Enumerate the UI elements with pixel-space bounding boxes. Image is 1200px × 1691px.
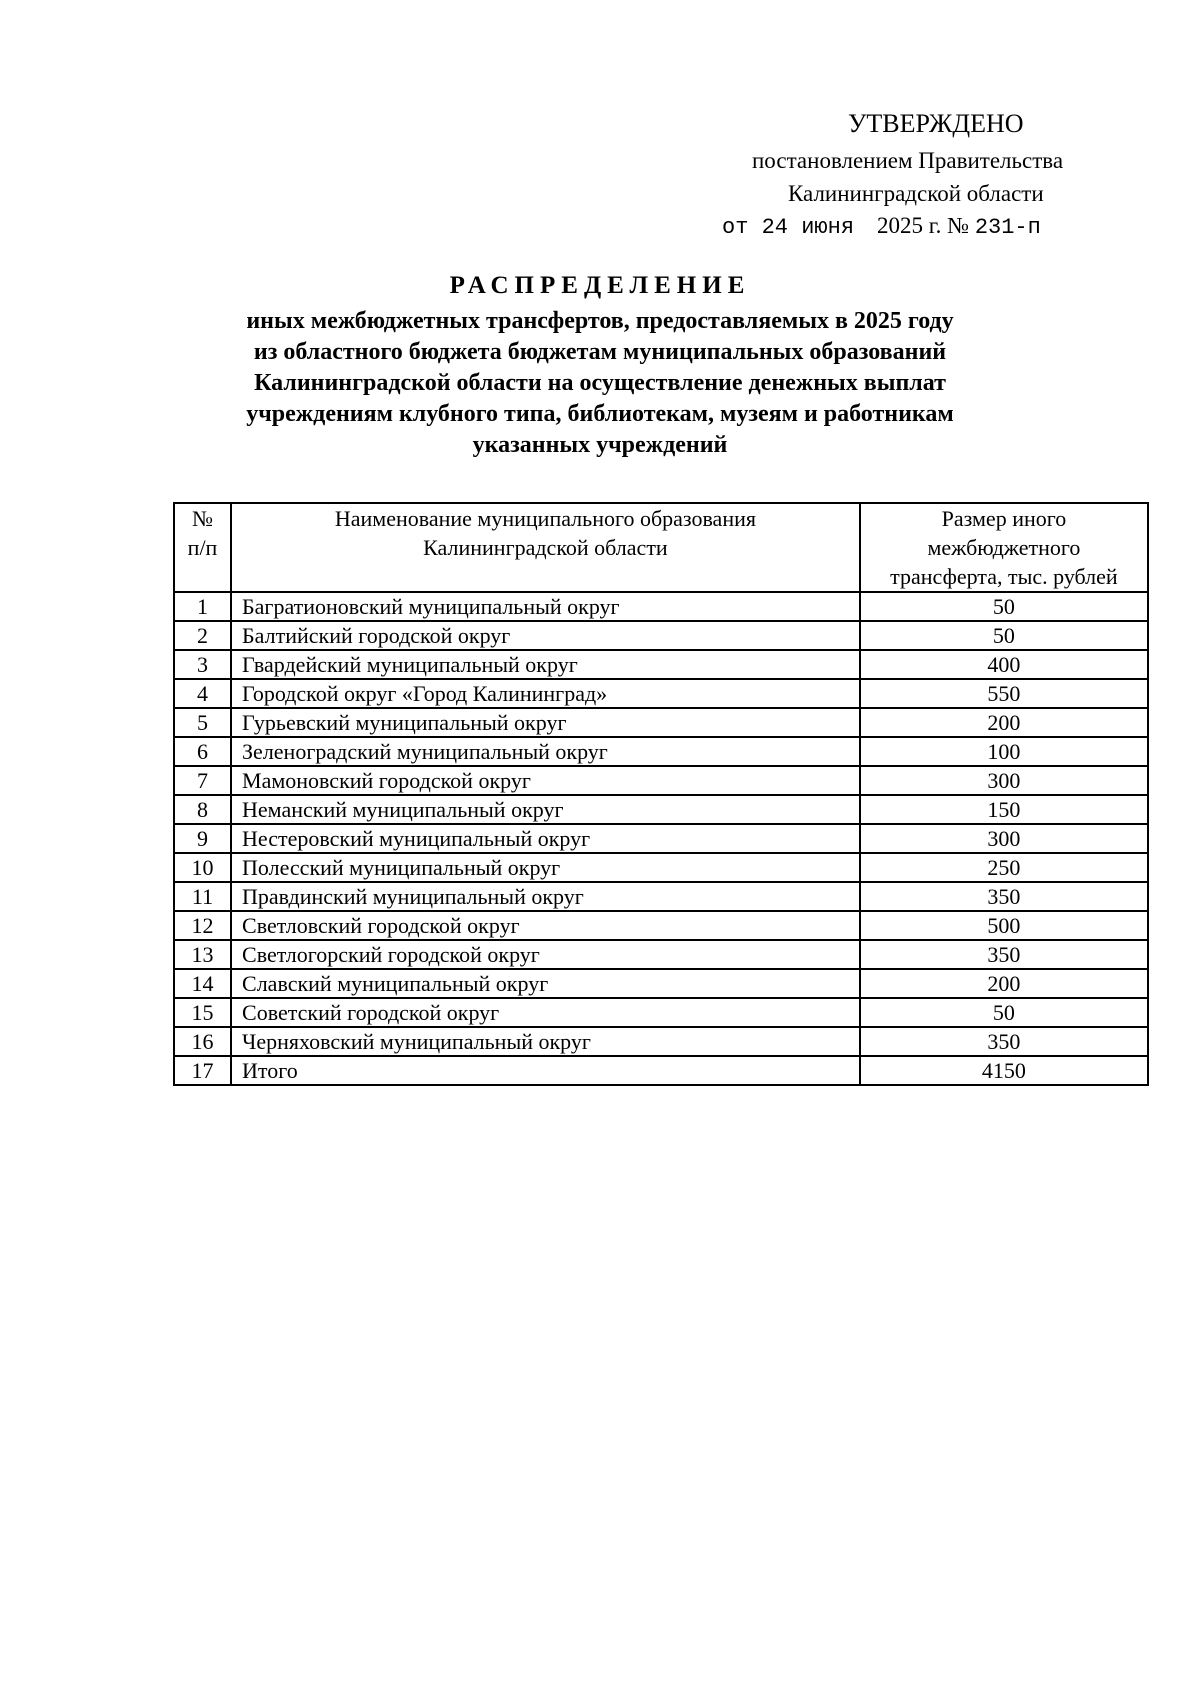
header-value-line: межбюджетного — [927, 535, 1081, 560]
approval-date-line — [722, 210, 1041, 244]
row-municipality: Светлогорский городской округ — [231, 940, 860, 969]
row-amount: 350 — [860, 940, 1148, 969]
header-value-line: трансферта, тыс. рублей — [890, 564, 1118, 589]
table-row — [174, 766, 1148, 795]
header-name-line: Калининградской области — [423, 535, 668, 560]
row-municipality: Мамоновский городской округ — [231, 766, 860, 795]
table-row — [174, 824, 1148, 853]
row-municipality: Славский муниципальный округ — [231, 969, 860, 998]
header-num-line: п/п — [187, 535, 218, 560]
document-subtitle — [100, 306, 1100, 461]
table-header-row — [174, 503, 1148, 592]
header-value — [860, 503, 1148, 592]
row-number: 3 — [174, 650, 231, 679]
header-num-line: № — [192, 506, 214, 531]
subtitle-line: из областного бюджета бюджетам муниципальных образований — [253, 339, 947, 365]
row-municipality: Багратионовский муниципальный округ — [231, 592, 860, 621]
row-municipality: Неманский муниципальный округ — [231, 795, 860, 824]
row-amount: 300 — [860, 766, 1148, 795]
table-row — [174, 1027, 1148, 1056]
row-amount: 100 — [860, 737, 1148, 766]
row-amount: 50 — [860, 621, 1148, 650]
subtitle-line: Калининградской области на осуществление денежных выплат — [254, 370, 946, 396]
row-number: 10 — [174, 853, 231, 882]
row-number: 12 — [174, 911, 231, 940]
row-amount: 50 — [860, 592, 1148, 621]
approval-date: от 24 июня — [722, 215, 855, 240]
table-row — [174, 708, 1148, 737]
row-number: 1 — [174, 592, 231, 621]
document-title: РАСПРЕДЕЛЕНИЕ — [449, 272, 751, 299]
table-row — [174, 592, 1148, 621]
approval-number: 231-п — [974, 215, 1041, 240]
approval-heading: УТВЕРЖДЕНО — [848, 109, 1024, 138]
row-municipality: Зеленоградский муниципальный округ — [231, 737, 860, 766]
row-number: 17 — [174, 1056, 231, 1085]
row-amount: 500 — [860, 911, 1148, 940]
row-amount: 4150 — [860, 1056, 1148, 1085]
row-amount: 400 — [860, 650, 1148, 679]
row-amount: 250 — [860, 853, 1148, 882]
table-row — [174, 795, 1148, 824]
row-number: 8 — [174, 795, 231, 824]
table-row — [174, 621, 1148, 650]
row-number: 2 — [174, 621, 231, 650]
header-name — [231, 503, 860, 592]
table-row — [174, 853, 1148, 882]
table-row — [174, 650, 1148, 679]
row-number: 4 — [174, 679, 231, 708]
row-municipality: Балтийский городской округ — [231, 621, 860, 650]
table-row — [174, 737, 1148, 766]
row-amount: 350 — [860, 882, 1148, 911]
table-row — [174, 679, 1148, 708]
approval-year: 2025 г. № — [877, 213, 970, 238]
subtitle-line: иных межбюджетных трансфертов, предоставляемых в 2025 году — [246, 308, 954, 334]
row-municipality: Гвардейский муниципальный округ — [231, 650, 860, 679]
row-number: 9 — [174, 824, 231, 853]
row-amount: 350 — [860, 1027, 1148, 1056]
row-number: 7 — [174, 766, 231, 795]
row-number: 14 — [174, 969, 231, 998]
row-municipality: Черняховский муниципальный округ — [231, 1027, 860, 1056]
table-row — [174, 998, 1148, 1027]
header-name-line: Наименование муниципального образования — [334, 506, 756, 531]
table-body — [174, 592, 1148, 1085]
header-value-line: Размер иного — [941, 506, 1067, 531]
row-amount: 150 — [860, 795, 1148, 824]
row-municipality: Нестеровский муниципальный округ — [231, 824, 860, 853]
table-row — [174, 911, 1148, 940]
row-number: 6 — [174, 737, 231, 766]
row-number: 11 — [174, 882, 231, 911]
row-municipality: Итого — [231, 1056, 860, 1085]
approval-by: постановлением Правительства — [752, 148, 1064, 173]
table-row — [174, 882, 1148, 911]
row-number: 15 — [174, 998, 231, 1027]
row-amount: 200 — [860, 969, 1148, 998]
row-number: 5 — [174, 708, 231, 737]
table-row — [174, 969, 1148, 998]
table-row — [174, 1056, 1148, 1085]
approval-region: Калининградской области — [788, 181, 1044, 206]
header-num — [174, 503, 231, 592]
row-amount: 300 — [860, 824, 1148, 853]
row-municipality: Правдинский муниципальный округ — [231, 882, 860, 911]
row-municipality: Полесский муниципальный округ — [231, 853, 860, 882]
row-amount: 50 — [860, 998, 1148, 1027]
row-number: 13 — [174, 940, 231, 969]
table-row — [174, 940, 1148, 969]
row-municipality: Гурьевский муниципальный округ — [231, 708, 860, 737]
distribution-table — [173, 502, 1149, 1086]
row-municipality: Городской округ «Город Калининград» — [231, 679, 860, 708]
subtitle-line: учреждениям клубного типа, библиотекам, музеям и работникам — [246, 401, 954, 427]
subtitle-line: указанных учреждений — [472, 432, 728, 458]
row-municipality: Советский городской округ — [231, 998, 860, 1027]
row-amount: 200 — [860, 708, 1148, 737]
row-amount: 550 — [860, 679, 1148, 708]
row-municipality: Светловский городской округ — [231, 911, 860, 940]
row-number: 16 — [174, 1027, 231, 1056]
